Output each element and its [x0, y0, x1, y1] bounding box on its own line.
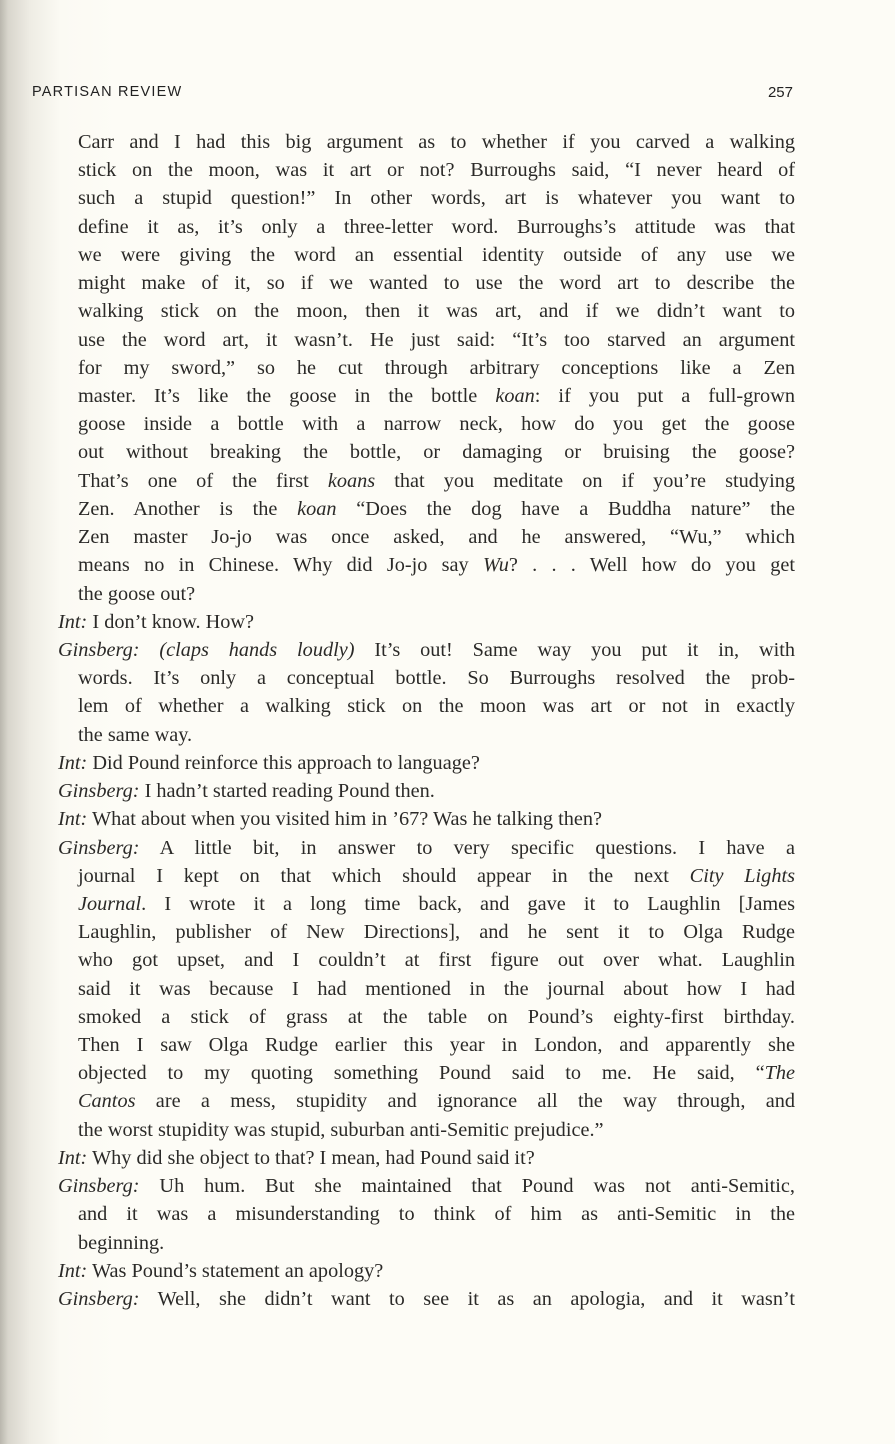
text-line: [78, 664, 795, 692]
speaker-label: Int:: [58, 610, 88, 633]
text-line: [78, 946, 795, 974]
italic-segment: The: [764, 1062, 795, 1085]
text-segment: beginning.: [78, 1231, 165, 1254]
speaker-label: Ginsberg:: [58, 780, 140, 803]
text-line: [78, 692, 795, 720]
text-segment: objected to my quoting something Pound said to me. He said, “: [78, 1062, 765, 1085]
text-line: [78, 410, 795, 438]
text-segment: are a mess, stupidity and ignorance all the way through, and: [135, 1090, 795, 1113]
text-line: [58, 1257, 795, 1285]
text-line: [78, 862, 795, 890]
italic-segment: koans: [327, 469, 376, 492]
speaker-label: Int:: [58, 1259, 88, 1282]
text-line: [78, 1200, 795, 1228]
text-line: [78, 241, 795, 269]
text-segment: we were giving the word an essential identity outside of any use we: [78, 243, 795, 266]
text-segment: Then I saw Olga Rudge earlier this year in London, and apparently she: [78, 1034, 795, 1057]
text-segment: Did Pound reinforce this approach to language?: [87, 751, 480, 774]
text-segment: master. It’s like the goose in the bottle: [78, 384, 496, 407]
italic-segment: koan: [495, 384, 535, 407]
text-line: [78, 382, 795, 410]
italic-segment: Wu: [482, 554, 509, 577]
running-header: [32, 84, 793, 101]
text-line: [78, 213, 795, 241]
text-line: [78, 495, 795, 523]
text-segment: : if you put a full-grown: [534, 384, 795, 407]
text-segment: That’s one of the first: [78, 469, 328, 492]
text-line: [78, 156, 795, 184]
text-line: [58, 834, 795, 862]
text-segment: [140, 639, 160, 661]
text-line: [78, 975, 795, 1003]
text-segment: out without breaking the bottle, or damaging or bruising the goose?: [78, 441, 795, 464]
text-line: [78, 1229, 795, 1257]
text-segment: It’s out! Same way you put it in, with: [354, 638, 796, 661]
speaker-label: Ginsberg:: [58, 1175, 140, 1198]
text-line: [78, 523, 795, 551]
text-line: [78, 467, 795, 495]
text-segment: use the word art, it wasn’t. He just said: “It’s too starved an argument: [78, 328, 795, 351]
text-segment: ? . . . Well how do you get: [508, 554, 795, 577]
text-segment: Zen. Another is the: [78, 497, 298, 520]
journal-title: PARTISAN REVIEW: [32, 84, 183, 100]
text-segment: means no in Chinese. Why did Jo-jo say: [78, 554, 483, 577]
text-segment: said it was because I had mentioned in the journal about how I had: [78, 977, 795, 1000]
text-segment: Was Pound’s statement an apology?: [87, 1259, 384, 1282]
text-segment: Zen master Jo-jo was once asked, and he answered, “Wu,” which: [78, 526, 795, 549]
text-line: [78, 128, 795, 156]
text-line: [78, 1003, 795, 1031]
text-segment: What about when you visited him in ’67? Was he talking then?: [87, 808, 602, 831]
speaker-label: Int:: [58, 808, 88, 831]
text-segment: walking stick on the moon, then it was art, and if we didn’t want to: [78, 300, 795, 323]
text-segment: . I wrote it a long time back, and gave it to Laughlin [James: [141, 892, 795, 915]
text-line: [58, 1172, 795, 1200]
text-segment: Carr and I had this big argument as to whether if you carved a walking: [78, 131, 795, 153]
text-line: [78, 551, 795, 579]
text-line: [78, 184, 795, 212]
text-segment: Laughlin, publisher of New Directions], and he sent it to Olga Rudge: [78, 921, 795, 944]
text-line: [78, 297, 795, 325]
text-line: [78, 326, 795, 354]
text-segment: might make of it, so if we wanted to use the word art to describe the: [78, 272, 795, 295]
text-segment: and it was a misunderstanding to think of him as anti-Semitic in the: [78, 1203, 795, 1226]
text-segment: I hadn’t started reading Pound then.: [139, 780, 435, 803]
text-segment: the same way.: [78, 723, 193, 746]
text-line: [58, 636, 795, 664]
page-number: 257: [767, 84, 793, 101]
text-segment: that you meditate on if you’re studying: [375, 469, 795, 492]
text-segment: journal I kept on that which should appear in the next: [78, 864, 690, 887]
text-line: [58, 1285, 795, 1313]
speaker-label: Ginsberg:: [58, 638, 140, 661]
italic-segment: City Lights: [689, 864, 795, 887]
text-line: [78, 269, 795, 297]
text-line: [78, 721, 795, 749]
text-segment: A little bit, in answer to very specific questions. I have a: [139, 836, 795, 859]
text-line: [78, 580, 795, 608]
text-segment: who got upset, and I couldn’t at first figure out over what. Laughlin: [78, 949, 795, 972]
text-line: [78, 1087, 795, 1115]
text-segment: I don’t know. How?: [87, 610, 255, 633]
text-segment: smoked a stick of grass at the table on Pound’s eighty-first birthday.: [78, 1005, 795, 1028]
italic-segment: Cantos: [78, 1090, 136, 1113]
text-line: [78, 354, 795, 382]
text-line: [78, 438, 795, 466]
text-line: [58, 749, 795, 777]
italic-segment: koan: [297, 497, 337, 520]
text-line: [58, 777, 795, 805]
text-segment: Well, she didn’t want to see it as an apologia, and it wasn’t: [139, 1288, 795, 1311]
speaker-label: Int:: [58, 1146, 88, 1169]
italic-segment: Journal: [78, 892, 142, 915]
text-segment: the goose out?: [78, 582, 196, 605]
text-line: [58, 608, 795, 636]
text-line: [78, 890, 795, 918]
text-segment: Uh hum. But she maintained that Pound was not anti-Semitic,: [139, 1175, 795, 1198]
text-segment: “Does the dog have a Buddha nature” the: [336, 497, 796, 520]
text-segment: goose inside a bottle with a narrow neck, how do you get the goose: [78, 413, 795, 436]
text-line: [78, 1059, 795, 1087]
text-line: [58, 805, 795, 833]
text-segment: lem of whether a walking stick on the moon was art or not in exactly: [78, 695, 795, 718]
text-line: [58, 1144, 795, 1172]
text-segment: for my sword,” so he cut through arbitrary conceptions like a Zen: [78, 356, 795, 379]
text-segment: such a stupid question!” In other words, art is whatever you want to: [78, 187, 795, 210]
text-segment: stick on the moon, was it art or not? Burroughs said, “I never heard of: [78, 159, 795, 182]
text-segment: words. It’s only a conceptual bottle. So Burroughs resolved the prob-: [78, 667, 795, 690]
text-line: [78, 1031, 795, 1059]
text-segment: Why did she object to that? I mean, had Pound said it?: [87, 1146, 535, 1169]
text-segment: the worst stupidity was stupid, suburban anti-Semitic prejudice.”: [78, 1118, 604, 1141]
speaker-label: Ginsberg:: [58, 1288, 140, 1311]
italic-segment: (claps hands loudly): [159, 638, 355, 661]
text-line: [78, 1116, 795, 1144]
speaker-label: Int:: [58, 751, 88, 774]
speaker-label: Ginsberg:: [58, 836, 140, 859]
text-line: [78, 918, 795, 946]
text-segment: define it as, it’s only a three-letter word. Burroughs’s attitude was that: [78, 215, 795, 238]
